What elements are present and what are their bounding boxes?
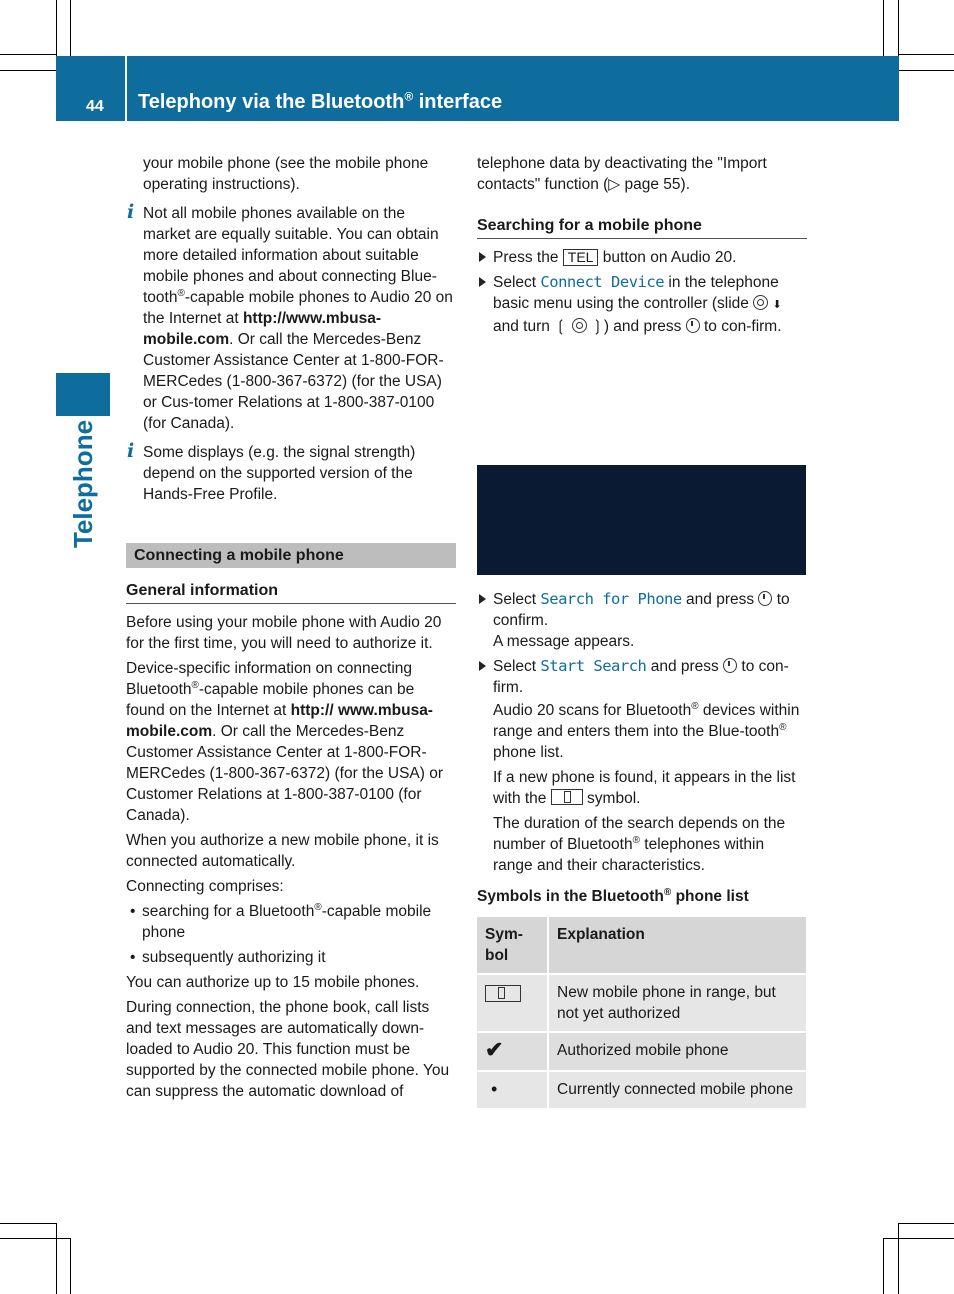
table-cell: New mobile phone in range, but not yet authorized [549,973,806,1031]
url-link[interactable]: http:// www.mbusa-mobile.com [126,702,433,740]
new-phone-icon [485,985,521,1002]
checkmark-icon: ✔ [485,1037,504,1062]
slide-down-icon: ⬇ [772,299,782,311]
table-cell: Currently connected mobile phone [549,1070,806,1108]
instruction-step: Press the TEL button on Audio 20. [477,247,807,268]
controller-icon [753,295,768,310]
right-column [477,153,807,1108]
turn-left-icon: ❲ [554,318,568,335]
table-cell [477,1070,549,1108]
info-icon: i [127,440,135,462]
press-controller-icon [758,591,772,606]
paragraph: Before using your mobile phone with Audio 20 for the first time, you will need to authorize it. [126,614,442,652]
tel-key-icon: TEL [563,249,599,266]
step-arrow-icon [479,277,486,287]
paragraph: During connection, the phone book, call lists and text messages are automatically down-loaded to Audio 20. This function must be supported by the connected mobile phone. You can suppress the automatic download of [126,999,450,1100]
table-header-row [477,917,806,973]
crop-mark [56,1223,57,1294]
crop-mark [0,1238,70,1239]
table-row [477,1031,806,1070]
sub-heading: General information [126,580,456,604]
crop-mark [883,0,884,56]
table-header-cell: Sym-bol [477,917,549,973]
screen-menu-item: Connect Device [540,273,665,291]
symbols-table [477,917,806,1108]
crop-mark [0,1223,56,1224]
table-heading: Symbols in the Bluetooth® phone list [477,886,749,905]
crop-mark [0,70,56,71]
crop-mark [898,1223,954,1224]
info-icon: i [127,201,135,223]
crop-mark [883,1238,954,1239]
table-header-cell: Explanation [549,917,806,973]
press-controller-icon [686,318,700,333]
sub-heading: Searching for a mobile phone [477,215,807,239]
connected-dot-icon: • [491,1079,498,1099]
crop-mark [70,0,71,56]
new-phone-icon [551,789,583,805]
instruction-step: Select Search for Phone and press to confirm. A message appears. [477,589,807,652]
table-cell [477,1031,549,1070]
paragraph: Device-specific information on connecting Bluetooth®-capable mobile phones can be found on the Internet at http:// www.mbusa-mobile.com. Or call the Mercedes-Benz Customer Assistance Center at 1-800-FOR-MERCedes (1-800-367-6372) (for the USA) or Customer Relations at 1-800-387-0100 (for Canada). [126,660,444,824]
screen-image-spacer [477,341,807,465]
table-row [477,1070,806,1108]
continued-paragraph: telephone data by deactivating the "Import contacts" function (▷ page 55). [477,155,767,193]
step-arrow-icon [479,594,486,604]
paragraph: Connecting comprises: [126,878,284,895]
instruction-step: Select Start Search and press to con-firm. Audio 20 scans for Bluetooth® devices within range and enters them into the Blue-tooth® phone list. If a new phone is found, it appears in the list with the symbol. The duration of the search depends on the number of Bluetooth® telephones within range and their characteristics. [477,656,807,876]
section-heading: Connecting a mobile phone [126,543,456,568]
info-note: i Some displays (e.g. the signal strength) depend on the supported version of the Hands-Free Profile. [127,440,416,503]
url-link[interactable]: http://www.mbusa-mobile.com [143,310,382,348]
crop-mark [56,0,57,56]
screen-menu-item: Search for Phone [540,590,682,608]
list-item: • subsequently authorizing it [126,947,456,968]
left-column [126,153,456,1106]
screen-menu-item: Start Search [540,657,647,675]
crop-mark [0,54,56,55]
controller-icon [572,318,587,333]
continued-paragraph: your mobile phone (see the mobile phone operating instructions). [143,155,429,193]
step-arrow-icon [479,252,486,262]
side-tab-marker [56,373,110,416]
table-cell [477,973,549,1031]
step-arrow-icon [479,661,486,671]
crop-mark [898,1223,899,1294]
table-row [477,973,806,1031]
table-cell: Authorized mobile phone [549,1031,806,1070]
chapter-title: Telephony via the Bluetooth® interface [138,89,503,113]
crop-mark [898,0,899,56]
turn-right-icon: ❳ [590,318,604,335]
crop-mark [898,70,954,71]
press-controller-icon [723,658,737,673]
paragraph: When you authorize a new mobile phone, it is connected automatically. [126,832,439,870]
instruction-step: Select Connect Device in the telephone basic menu using the controller (slide ⬇ and turn ❲ ❳) and press to con-firm. [477,272,807,337]
paragraph: You can authorize up to 15 mobile phones. [126,974,420,991]
display-screenshot [477,465,806,575]
info-note: i Not all mobile phones available on the market are equally suitable. You can obtain more detailed information about suitable mobile phones and about connecting Blue-tooth®-capable mobile phones to Audio 20 on the Internet at http://www.mbusa-mobile.com. Or call the Mercedes-Benz Customer Assistance Center at 1-800-FOR-MERCedes (1-800-367-6372) (for the USA) or Cus-tomer Relations at 1-800-387-0100 (for Canada). [127,201,453,432]
crop-mark [898,54,954,55]
list-item: • searching for a Bluetooth®-capable mobile phone [126,901,456,943]
page-number: 44 [86,98,104,115]
crop-mark [883,1238,884,1294]
crop-mark [70,1238,71,1294]
side-tab-label: Telephone [68,419,98,549]
header-divider [125,56,127,121]
